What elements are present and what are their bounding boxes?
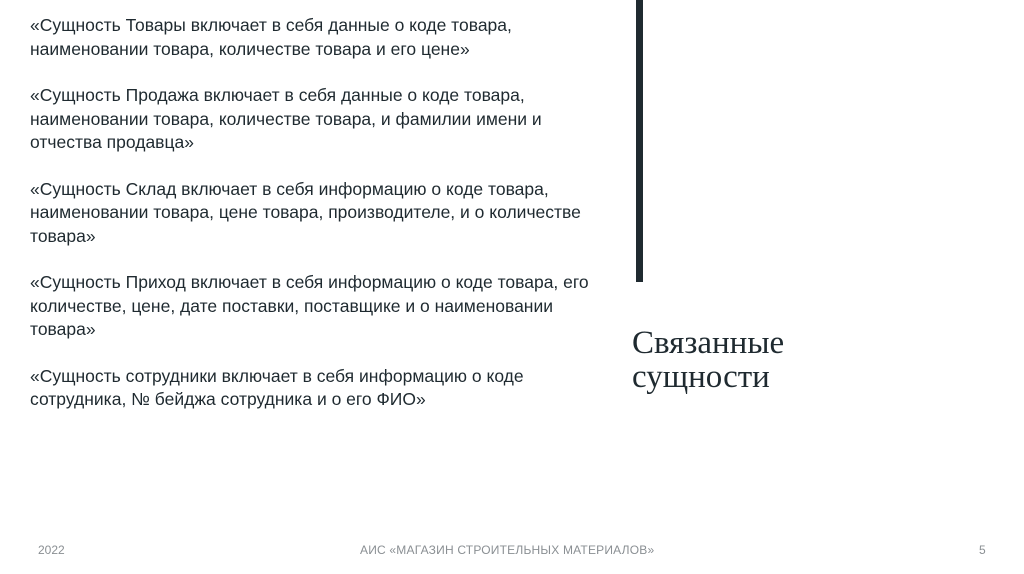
slide-number: 5 xyxy=(979,543,986,557)
paragraph-prodazha: «Сущность Продажа включает в себя данные о коде товара, наименовании товара, количестве товара, и фамилии имени и отчества продавца» xyxy=(30,85,542,152)
footer-presentation-title: АИС «МАГАЗИН СТРОИТЕЛЬНЫХ МАТЕРИАЛОВ» xyxy=(360,543,655,557)
footer-year: 2022 xyxy=(38,543,65,557)
accent-divider-bar xyxy=(636,0,643,282)
paragraph-sklad: «Сущность Склад включает в себя информацию о коде товара, наименовании товара, цене товара, производителе, и о количестве товара» xyxy=(30,178,581,246)
slide-body xyxy=(30,14,600,435)
paragraph-prihod: «Сущность Приход включает в себя информацию о коде товара, его количестве, цене, дате поставки, поставщике и о наименовании товара» xyxy=(30,272,589,339)
paragraph-sotrudniki: «Сущность сотрудники включает в себя информацию о коде сотрудника, № бейджа сотрудника и о его ФИО» xyxy=(30,365,524,409)
slide-title: Связанные сущности xyxy=(632,325,785,395)
paragraph-tovary: «Сущность Товары включает в себя данные о коде товара, наименовании товара, количестве товара и его цене» xyxy=(30,15,512,59)
